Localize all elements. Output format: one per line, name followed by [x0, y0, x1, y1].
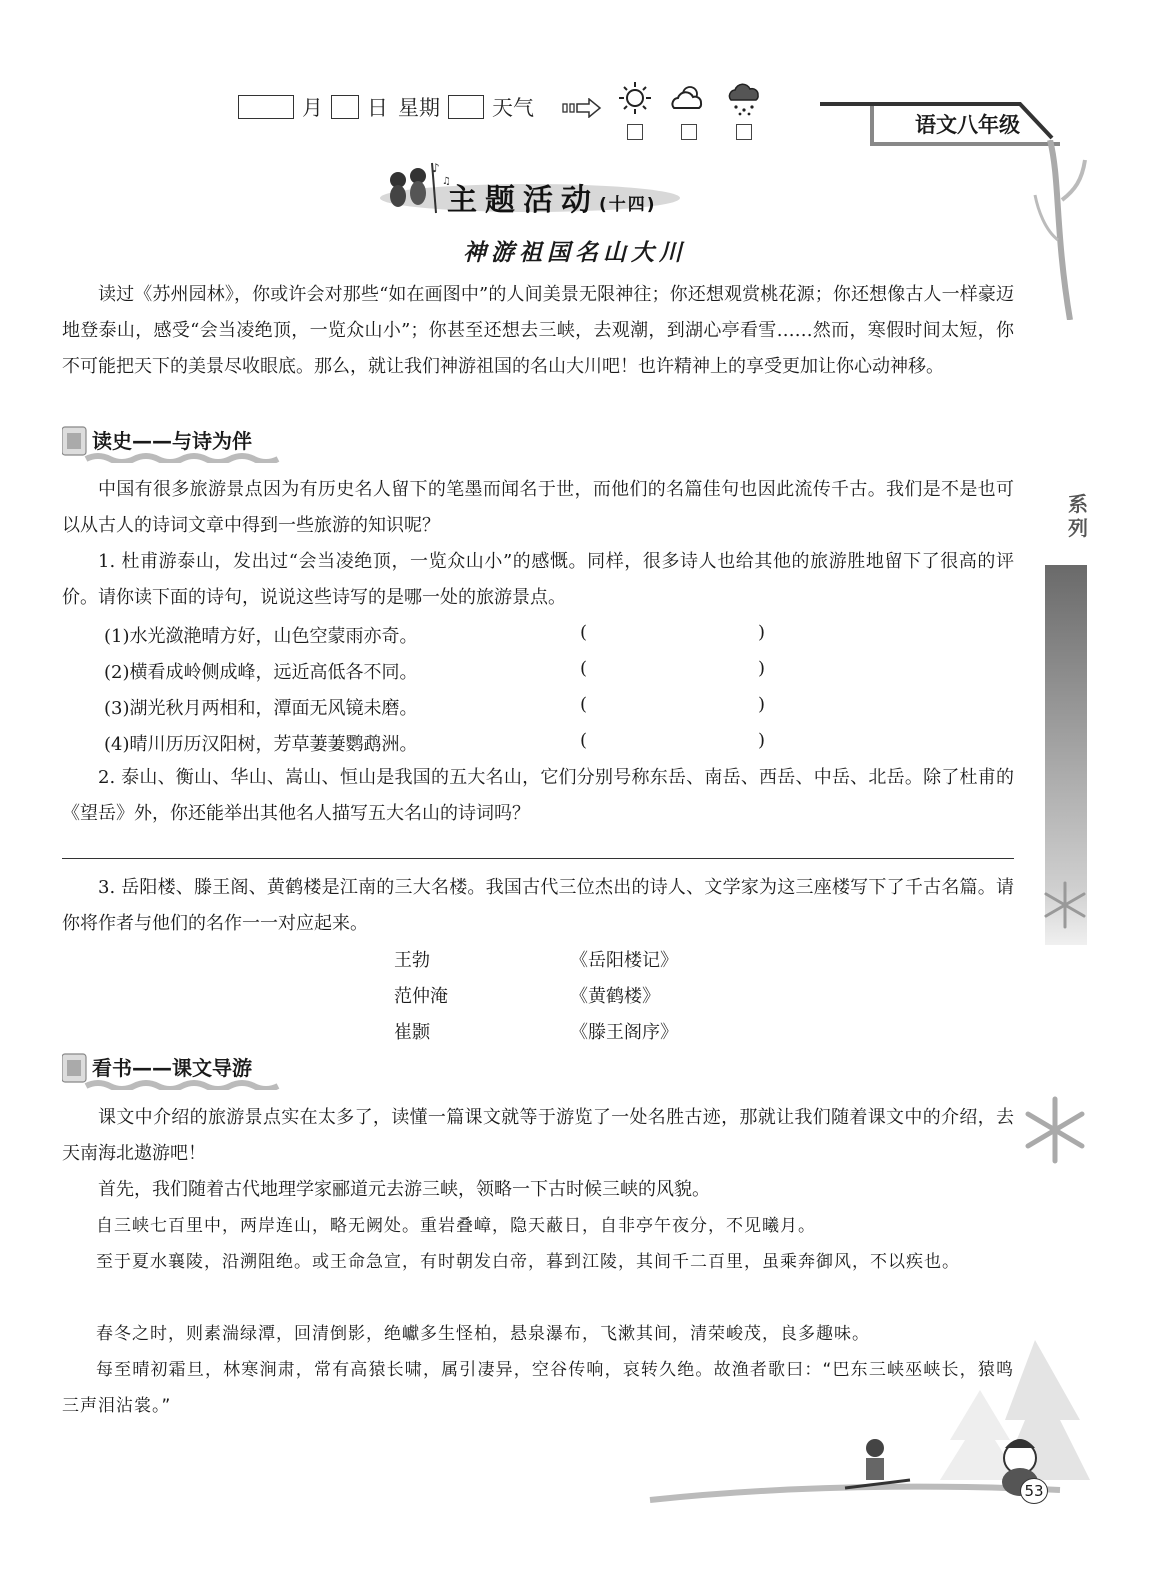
answer-blank-open[interactable]: ( — [580, 622, 588, 643]
weather-label: 天气 — [492, 96, 534, 120]
author-2[interactable]: 范仲淹 — [394, 986, 448, 1007]
poem-line-4: (4)晴川历历汉阳树，芳草萋萋鹦鹉洲。 — [104, 734, 418, 755]
author-1[interactable]: 王勃 — [394, 950, 430, 971]
rain-snow-checkbox[interactable] — [736, 124, 752, 140]
snowflake-icon — [1020, 1095, 1090, 1165]
day-blank[interactable] — [331, 95, 359, 119]
month-blank[interactable] — [238, 95, 294, 119]
grade-label: 语文八年级 — [915, 112, 1020, 137]
answer-blank-close: ) — [758, 694, 766, 715]
page-subtitle: 神游祖国名山大川 — [463, 240, 687, 266]
series-label: 系列 — [1068, 492, 1088, 540]
question-2: 2. 泰山、衡山、华山、嵩山、恒山是我国的五大名山，它们分别号称东岳、南岳、西岳、中岳、北岳。除了杜甫的《望岳》外，你还能举出其他名人描写五大名山的诗词吗？ — [62, 767, 1014, 824]
section2-intro: 课文中介绍的旅游景点实在太多了，读懂一篇课文就等于游览了一处名胜古迹，那就让我们随着课文中的介绍，去天南海北遨游吧！ — [62, 1107, 1014, 1164]
section-heading-2 — [62, 1050, 302, 1090]
cloudy-checkbox[interactable] — [681, 124, 697, 140]
answer-line[interactable] — [62, 858, 1014, 859]
work-1[interactable]: 《岳阳楼记》 — [570, 950, 678, 971]
section1-intro: 中国有很多旅游景点因为有历史名人留下的笔墨而闻名于世，而他们的名篇佳句也因此流传千古。我们是不是也可以从古人的诗词文章中得到一些旅游的知识呢？ — [62, 479, 1014, 536]
work-3[interactable]: 《滕王阁序》 — [570, 1022, 678, 1043]
tree-icon — [1030, 140, 1090, 320]
section-heading-1-text: 读史——与诗为伴 — [92, 429, 252, 453]
classical-text-1: 自三峡七百里中，两岸连山，略无阙处。重岩叠嶂，隐天蔽日，自非亭午夜分，不见曦月。 — [96, 1216, 816, 1236]
page-title — [447, 175, 657, 219]
poem-line-1: (1)水光潋滟晴方好，山色空蒙雨亦奇。 — [104, 626, 418, 647]
answer-blank-open[interactable]: ( — [580, 694, 588, 715]
snowflake-icon — [1040, 880, 1090, 930]
classical-text-2: 至于夏水襄陵，沿溯阻绝。或王命急宣，有时朝发白帝，暮到江陵，其间千二百里，虽乘奔御风，不以疾也。 — [96, 1252, 960, 1272]
arrow-right-icon — [562, 98, 602, 118]
poem-line-2: (2)横看成岭侧成峰，远近高低各不同。 — [104, 662, 418, 683]
intro-paragraph: 读过《苏州园林》，你或许会对那些“如在画图中”的人间美景无限神往；你还想观赏桃花源；你还想像古人一样豪迈地登泰山，感受“会当凌绝顶，一览众山小”；你甚至还想去三峡，去观潮，到湖心亭看雪……然而，寒假时间太短，你不可能把天下的美景尽收眼底。那么，就让我们神游祖国的名山大川吧！也许精神上的享受更加让你心动神移。 — [62, 284, 1014, 377]
page-title-number: (十四) — [599, 195, 657, 215]
sun-icon — [615, 80, 655, 116]
svg-text:♫: ♫ — [442, 176, 451, 187]
answer-blank-open[interactable]: ( — [580, 658, 588, 679]
answer-blank-open[interactable]: ( — [580, 730, 588, 751]
month-label: 月 — [302, 96, 323, 120]
date-weather-bar — [238, 92, 536, 122]
answer-blank-close: ) — [758, 622, 766, 643]
sun-checkbox[interactable] — [627, 124, 643, 140]
answer-blank-close: ) — [758, 730, 766, 751]
question-3: 3. 岳阳楼、滕王阁、黄鹤楼是江南的三大名楼。我国古代三位杰出的诗人、文学家为这三座楼写下了千古名篇。请你将作者与他们的名作一一对应起来。 — [62, 877, 1014, 934]
weekday-label: 星期 — [398, 96, 440, 120]
rain-snow-icon — [725, 82, 765, 116]
poem-line-3: (3)湖光秋月两相和，潭面无风镜未磨。 — [104, 698, 418, 719]
classical-text-3: 春冬之时，则素湍绿潭，回清倒影，绝巘多生怪柏，悬泉瀑布，飞漱其间，清荣峻茂，良多趣味。 — [96, 1324, 870, 1344]
weekday-blank[interactable] — [448, 95, 484, 119]
page-number: 53 — [1020, 1478, 1048, 1504]
svg-text:♪: ♪ — [432, 161, 440, 175]
section-heading-2-text: 看书——课文导游 — [92, 1056, 252, 1080]
cloudy-icon — [668, 82, 708, 114]
page-title-main: 主题活动 — [447, 183, 599, 218]
question-1: 1. 杜甫游泰山，发出过“会当凌绝顶，一览众山小”的感慨。同样，很多诗人也给其他的旅游胜地留下了很高的评价。请你读下面的诗句，说说这些诗写的是哪一处的旅游景点。 — [62, 551, 1014, 608]
section-heading-1 — [62, 423, 302, 463]
author-3[interactable]: 崔颢 — [394, 1022, 430, 1043]
answer-blank-close: ) — [758, 658, 766, 679]
work-2[interactable]: 《黄鹤楼》 — [570, 986, 660, 1007]
classical-text-4: 每至晴初霜旦，林寒涧肃，常有高猿长啸，属引凄异，空谷传响，哀转久绝。故渔者歌曰：“巴东三峡巫峡长，猿鸣三声泪沾裳。” — [62, 1360, 1014, 1416]
section2-lead: 首先，我们随着古代地理学家郦道元去游三峡，领略一下古时候三峡的风貌。 — [98, 1179, 710, 1200]
day-label: 日 — [367, 96, 388, 120]
